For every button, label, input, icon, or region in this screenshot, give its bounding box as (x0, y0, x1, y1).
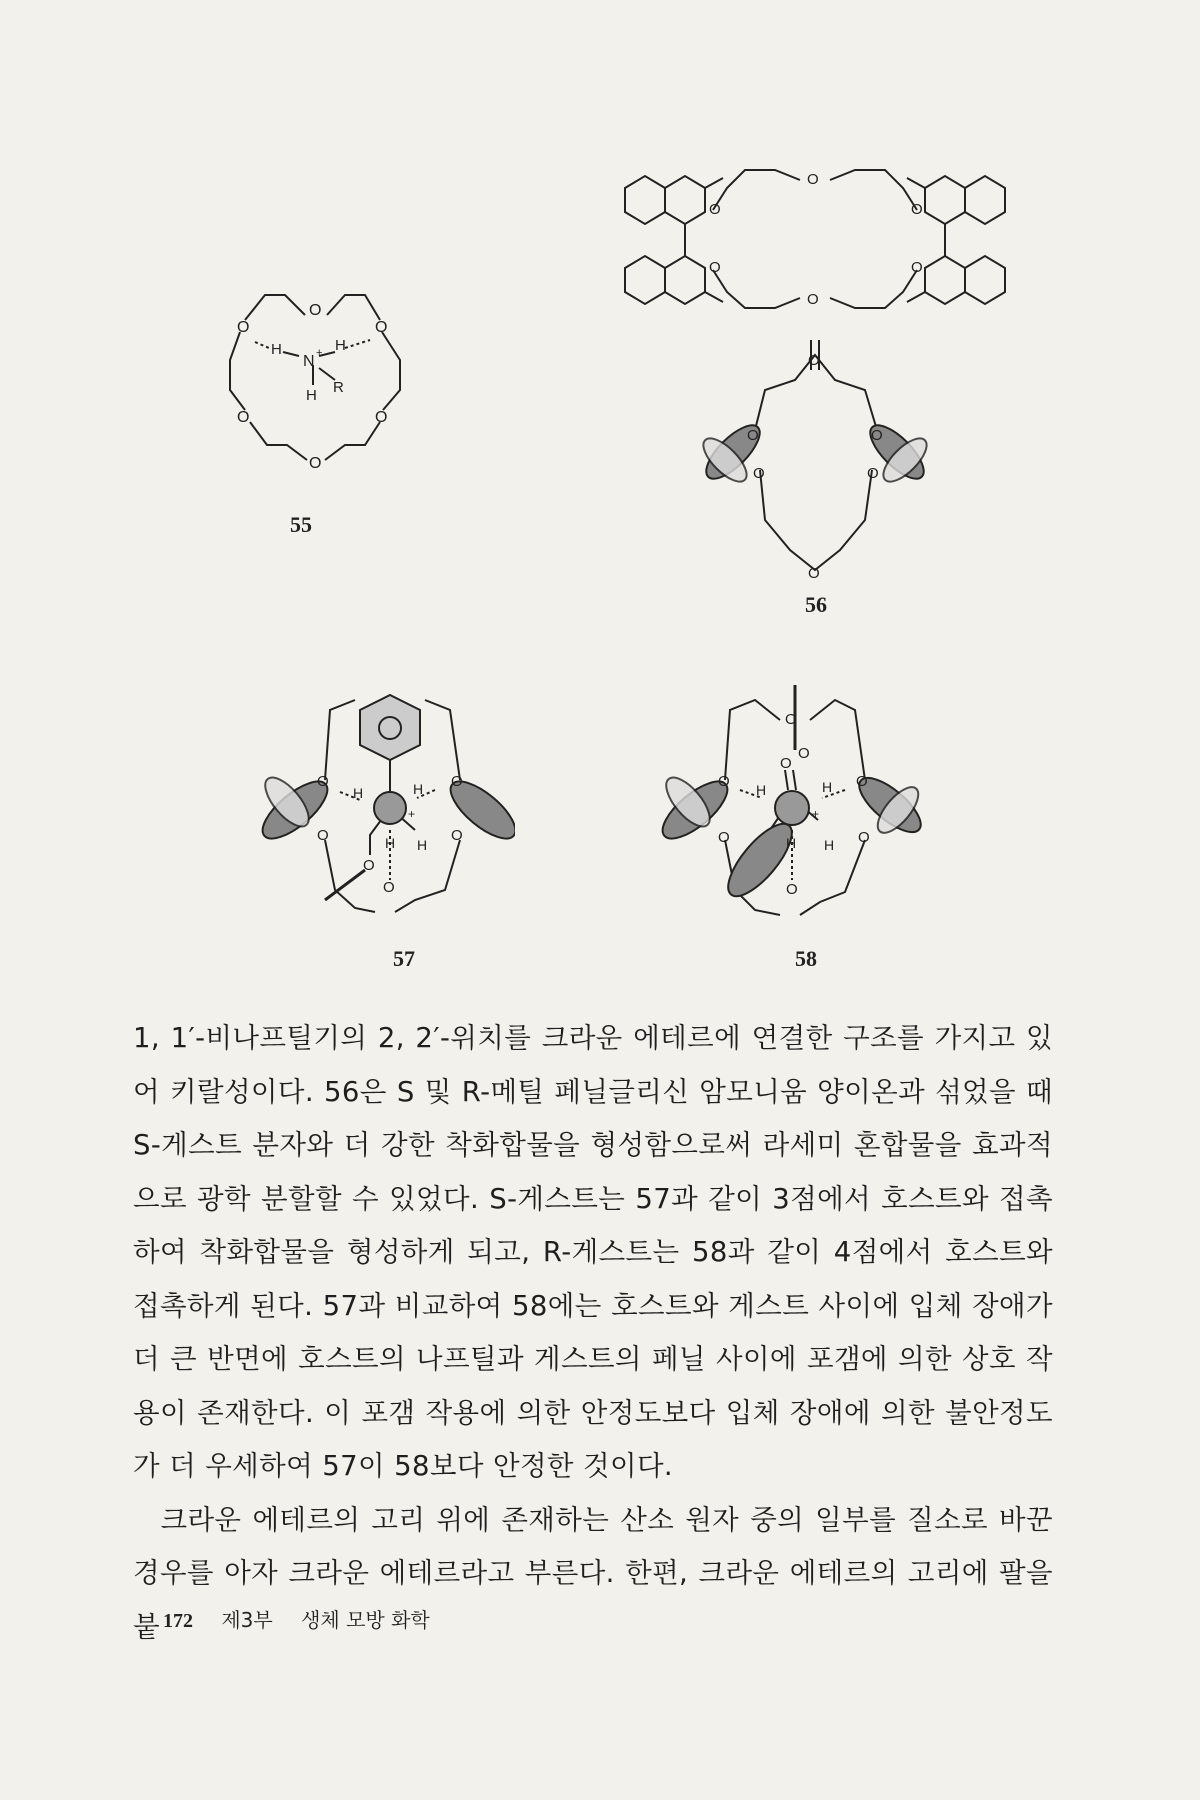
atom-o: O (867, 465, 879, 482)
atom-h: H (335, 337, 346, 354)
atom-o: O (309, 302, 322, 319)
atom-o: O (871, 427, 883, 444)
atom-o: O (317, 773, 329, 790)
charge-plus: + (408, 807, 416, 821)
atom-h: H (385, 835, 396, 851)
figure-56 (615, 160, 1015, 580)
body-text (133, 1012, 1053, 1654)
atom-o: O (718, 829, 730, 846)
label-57: 57 (393, 946, 415, 971)
binaphthyl-crown-56-drawing (615, 160, 1015, 580)
atom-h: H (822, 779, 833, 795)
atom-o: O (798, 745, 810, 762)
atom-o: O (317, 827, 329, 844)
atom-h: H (417, 837, 428, 853)
atom-o: O (911, 201, 923, 218)
atom-o: O (807, 171, 819, 188)
atom-o: O (747, 427, 759, 444)
complex-58-drawing (640, 680, 930, 930)
atom-o: O (858, 829, 870, 846)
atom-o: O (709, 259, 721, 276)
atom-o: O (911, 259, 923, 276)
figure-55 (195, 270, 435, 480)
atom-o: O (237, 319, 250, 336)
page-footer (163, 1604, 430, 1633)
figure-57 (245, 690, 515, 930)
atom-o: O (237, 409, 250, 426)
atom-o: O (808, 565, 820, 580)
atom-o: O (451, 773, 463, 790)
atom-h: H (271, 341, 282, 358)
atom-o: O (856, 773, 868, 790)
atom-o: O (780, 755, 792, 772)
page-number: 172 (163, 1610, 193, 1632)
atom-o: O (383, 879, 395, 896)
atom-o: O (753, 465, 765, 482)
crown-ether-55-drawing (195, 270, 435, 480)
part-title: 제3부 (221, 1608, 273, 1632)
atom-o: O (451, 827, 463, 844)
atom-o: O (807, 291, 819, 308)
atom-o: O (718, 773, 730, 790)
atom-r: R (333, 379, 344, 396)
label-55: 55 (290, 512, 312, 537)
atom-h: H (413, 781, 424, 797)
charge-plus: + (812, 807, 820, 821)
atom-o: O (375, 319, 388, 336)
atom-o: O (808, 352, 820, 369)
complex-57-drawing (245, 690, 515, 930)
paragraph-2: 크라운 에테르의 고리 위에 존재하는 산소 원자 중의 일부를 질소로 바꾼 경우를 아자 크라운 에테르라고 부른다. 한편, 크라운 에테르의 고리에 팔을 붙 (133, 1503, 1053, 1643)
atom-h: H (306, 387, 317, 404)
atom-h: H (824, 837, 835, 853)
atom-n: N (303, 353, 315, 370)
atom-h: H (786, 835, 797, 851)
atom-o: O (363, 857, 375, 874)
atom-o: O (785, 711, 797, 728)
atom-o: O (786, 881, 798, 898)
paragraph-1: 1, 1′-비나프틸기의 2, 2′-위치를 크라운 에테르에 연결한 구조를 가지고 있어 키랄성이다. 56은 S 및 R-메틸 페닐글리신 암모니움 양이온과 섞었을 때 S-게스트 분자와 더 강한 착화합물을 형성함으로써 라세미 혼합물을 효과적으로 광학 분할할 수 있었다. S-게스트는 57과 같이 3점에서 호스트와 접촉하여 착화합물을 형성하게 되고, R-게스트는 58과 같이 4점에서 호스트와 접촉하게 된다. 57과 비교하여 58에는 호스트와 게스트 사이에 입체 장애가 더 큰 반면에 호스트의 나프틸과 게스트의 페닐 사이에 포갬에 의한 상호 작용이 존재한다. 이 포갬 작용에 의한 안정도보다 입체 장애에 의한 불안정도가 더 우세하여 57이 58보다 안정한 것이다. (133, 1022, 1053, 1482)
label-56: 56 (805, 592, 827, 617)
charge-plus: + (316, 347, 323, 359)
atom-h: H (756, 782, 767, 798)
figure-58 (640, 680, 930, 930)
atom-o: O (375, 409, 388, 426)
atom-o: O (709, 201, 721, 218)
atom-o: O (309, 455, 322, 472)
atom-h: H (353, 785, 364, 801)
label-58: 58 (795, 946, 817, 971)
chapter-title: 생체 모방 화학 (301, 1608, 430, 1632)
